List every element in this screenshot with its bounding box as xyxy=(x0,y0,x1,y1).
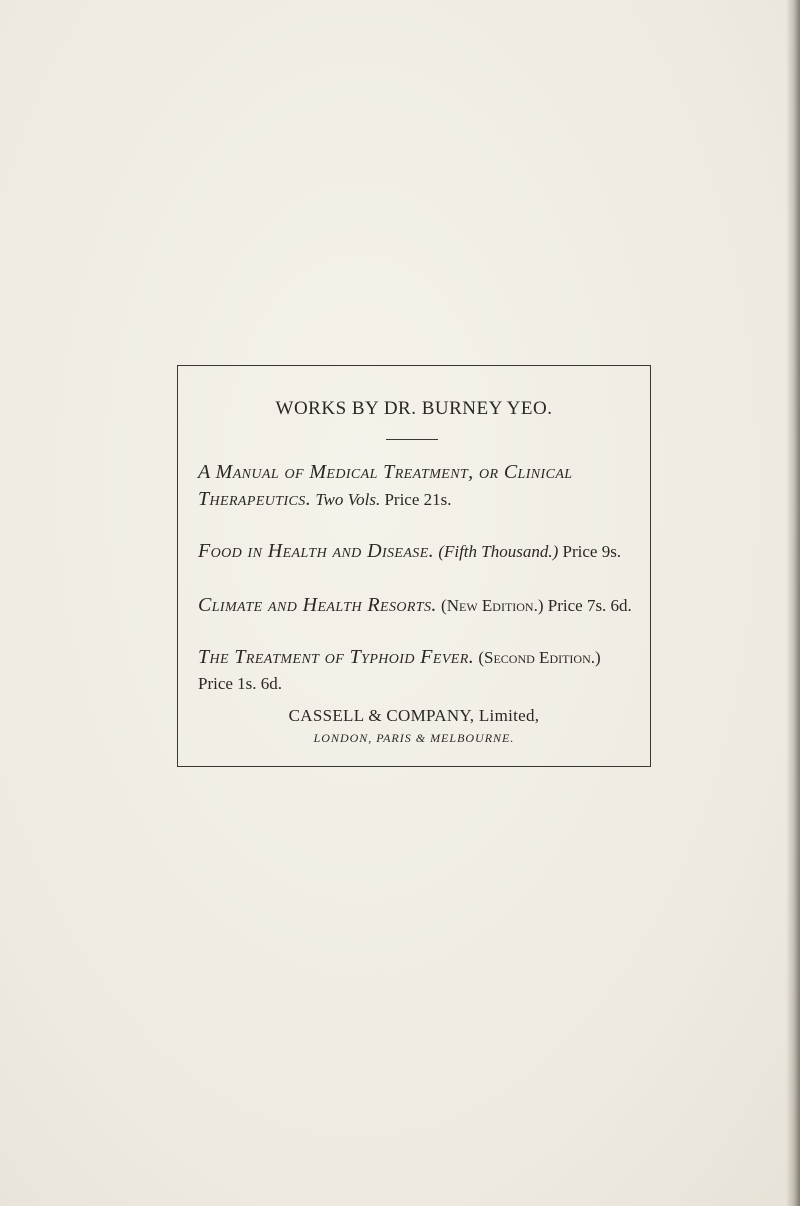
advertisement-box xyxy=(177,365,651,767)
book-entry-food xyxy=(198,538,638,565)
entry-price: Price 1s. 6d. xyxy=(198,674,283,693)
entry-note: (Second Edition.) xyxy=(478,648,601,667)
page-edge-shadow xyxy=(786,0,800,1206)
entry-title: Climate and Health Resorts. xyxy=(198,594,437,616)
entry-price: Price 7s. 6d. xyxy=(547,596,632,615)
entry-note: (Fifth Thousand.) xyxy=(438,542,559,561)
book-entry-climate xyxy=(198,592,638,619)
entry-title: The Treatment of Typhoid Fever. xyxy=(198,646,475,668)
entry-note: Two Vols. xyxy=(315,490,381,509)
book-entry-manual xyxy=(198,459,638,513)
publisher-name: CASSELL & COMPANY, Limited, xyxy=(288,706,540,725)
entry-price: Price 9s. xyxy=(562,542,622,561)
book-entry-typhoid xyxy=(198,644,638,697)
entry-price: Price 21s. xyxy=(384,490,452,509)
publisher-places: LONDON, PARIS & MELBOURNE. xyxy=(313,731,515,745)
entry-title: Food in Health and Disease. xyxy=(198,540,435,562)
entry-note: (New Edition.) xyxy=(441,596,544,615)
heading-rule xyxy=(386,439,438,440)
entry-title: A Manual of Medical Treatment, or Clinical Therapeutics. xyxy=(198,461,573,510)
ad-heading: WORKS BY DR. BURNEY YEO. xyxy=(275,398,553,419)
